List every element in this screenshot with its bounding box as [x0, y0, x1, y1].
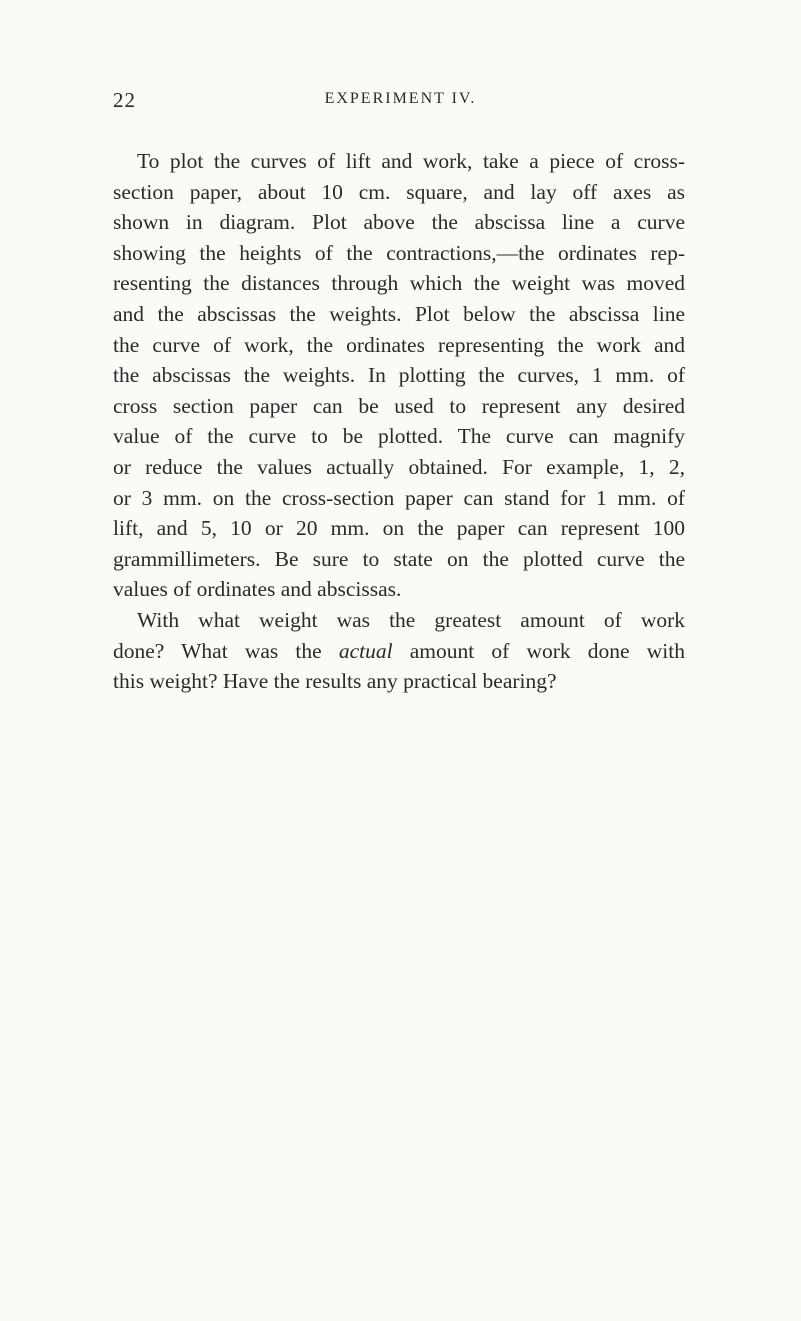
paragraph-2	[113, 605, 685, 697]
text-line	[113, 636, 685, 667]
text-line: and the abscissas the weights. Plot below the abscissa line	[113, 301, 685, 326]
text-line: cross section paper can be used to represent any desired	[113, 393, 685, 418]
text-line: values of ordinates and abscissas.	[113, 577, 402, 602]
text-line: grammillimeters. Be sure to state on the plotted curve the	[113, 546, 685, 571]
text-line: or 3 mm. on the cross-section paper can stand for 1 mm. of	[113, 485, 685, 510]
text-segment: amount of work done with	[392, 638, 685, 663]
text-line: this weight? Have the results any practical bearing?	[113, 669, 557, 694]
text-line: or reduce the values actually obtained. For example, 1, 2,	[113, 454, 685, 479]
text-line: resenting the distances through which the weight was moved	[113, 271, 685, 296]
text-line: section paper, about 10 cm. square, and lay off axes as	[113, 179, 685, 204]
body-text	[113, 146, 685, 697]
text-line: To plot the curves of lift and work, take a piece of cross-	[137, 149, 685, 173]
text-line: shown in diagram. Plot above the abscissa line a curve	[113, 210, 685, 235]
paragraph-1	[113, 146, 685, 605]
emphasized-word: actual	[338, 638, 393, 663]
text-line: showing the heights of the contractions,—the ordinates rep-	[113, 240, 685, 265]
text-line: the curve of work, the ordinates representing the work and	[113, 332, 685, 357]
text-segment: done? What was the	[113, 638, 339, 663]
text-line: With what weight was the greatest amount of work	[137, 607, 685, 632]
text-line: value of the curve to be plotted. The curve can magnify	[113, 424, 685, 449]
page-number: 22	[113, 88, 136, 112]
running-head: EXPERIMENT IV.	[324, 90, 477, 107]
text-line: the abscissas the weights. In plotting the curves, 1 mm. of	[113, 363, 685, 388]
text-line: lift, and 5, 10 or 20 mm. on the paper can represent 100	[113, 516, 685, 541]
